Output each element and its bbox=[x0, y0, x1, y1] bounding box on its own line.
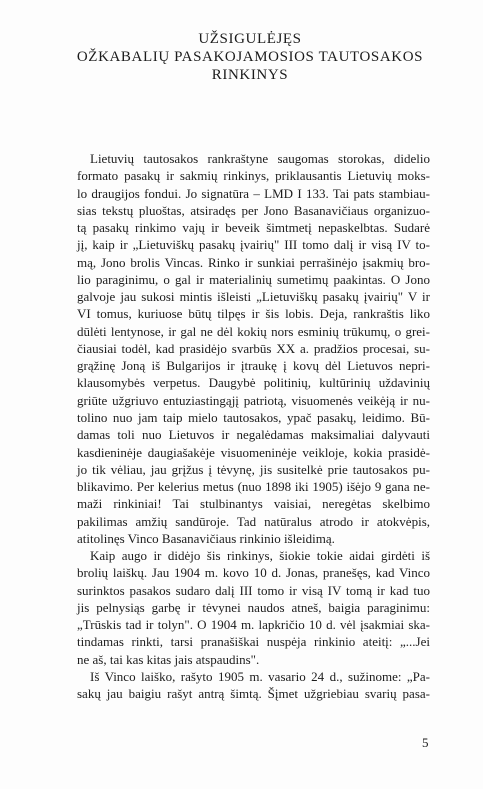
title-line-1: UŽSIGULĖJĘS bbox=[198, 31, 302, 47]
text-line: pakilimas amžių sandūroje. Tad natūralus atrodo ir atokvėpis, bbox=[77, 513, 430, 529]
text-line: grąžinę Joną iš Bulgarijos ir įtraukę į kovų dėl Lietuvos nepri- bbox=[77, 358, 430, 374]
text-line: tą pasakų rinkimo vajų ir beveik šimtmetį nepaskelbtas. Sudarė bbox=[77, 220, 430, 236]
text-line: Lietuvių tautosakos rankraštyne saugomas storokas, didelio bbox=[90, 151, 430, 166]
text-line: damas toli nuo Lietuvos ir negalėdamas maksimaliai dalyvauti bbox=[77, 427, 430, 443]
text-line: maži rinkiniai! Tai stulbinantys vaisiai, neregėtas skelbimo bbox=[77, 496, 430, 512]
text-line: jį, kaip ir „Lietuviškų pasakų įvairių" III tomo dalį ir visą IV to- bbox=[77, 237, 430, 253]
text-line: brolių laiškų. Jau 1904 m. kovo 10 d. Jonas, pranešęs, kad Vinco bbox=[77, 565, 430, 581]
chapter-title bbox=[60, 30, 440, 84]
page-number: 5 bbox=[422, 735, 429, 750]
text-line: lio paraginimu, o gal ir materialinių sumetimų paakintas. O Jono bbox=[77, 271, 430, 287]
text-line: dūlėti lentynose, ir gal ne dėl kokių nors esminių trūkumų, o grei- bbox=[77, 323, 430, 339]
title-line-2: OŽKABALIŲ PASAKOJAMOSIOS TAUTOSAKOS bbox=[76, 49, 424, 65]
text-line: lo draugijos fondui. Jo signatūra – LMD I 133. Tai pats stambiau- bbox=[77, 185, 430, 201]
text-line: blikavimo. Per kelerius metus (nuo 1898 iki 1905) išėjo 9 gana ne- bbox=[77, 479, 430, 495]
text-line: sakų jau baigiu rašyt antrą šimtą. Šįmet užgriebiau svarių pasa- bbox=[77, 686, 430, 702]
text-line: Kaip augo ir didėjo šis rinkinys, šiokie tokie aidai girdėti iš bbox=[90, 548, 430, 564]
body-text bbox=[77, 150, 430, 703]
text-line: klausomybės verpetus. Daugybė politinių, kultūrinių uždavinių bbox=[77, 375, 430, 391]
text-line: „Trūskis tad ir tolyn". O 1904 m. lapkričio 10 d. vėl įsakmiai ska- bbox=[77, 617, 430, 633]
text-line: surinktos pasakos sudaro dalį III tomo ir visą IV tomą ir kad tuo bbox=[77, 582, 430, 598]
text-line: Iš Vinco laiško, rašyto 1905 m. vasario 24 d., sužinome: „Pa- bbox=[90, 668, 430, 684]
text-line: jis pelnysiąs garbę ir tėvynei naudos atneš, baigia paraginimu: bbox=[77, 599, 430, 615]
text-line: kasdieninėje daugiašakėje visuomeninėje veikloje, kokia prasidė- bbox=[77, 444, 430, 460]
text-line: sias tekstų pluoštas, atsiradęs per Jono Basanavičiaus organizuo- bbox=[77, 202, 430, 218]
text-line: ne aš, tai kas kitas jais atspaudins". bbox=[77, 651, 260, 667]
text-line: formato pasakų ir sakmių rinkinys, priklausantis Lietuvių moks- bbox=[77, 168, 430, 184]
text-line: VI tomus, kuriuose būtų tilpęs ir šis lobis. Deja, rankraštis liko bbox=[77, 306, 430, 322]
text-line: atitolinęs Vinco Basanavičiaus rinkinio išleidimą. bbox=[77, 530, 335, 546]
text-line: mą, Jono brolis Vincas. Rinko ir sunkiai perrašinėjo įsakmių bro- bbox=[77, 254, 430, 270]
text-line: čiausiai todėl, kad prasidėjo svarbūs XX a. pradžios procesai, su- bbox=[77, 340, 430, 356]
title-line-3: RINKINYS bbox=[211, 67, 289, 83]
text-line: tolino nuo jam taip mielo tautosakos, ypač pasakų, leidimo. Bū- bbox=[77, 409, 430, 425]
text-line: galvoje jau sukosi mintis išleisti „Lietuviškų pasakų įvairių" V ir bbox=[77, 289, 430, 305]
text-line: jo tik vėliau, jau grįžus į tėvynę, jis susitelkė prie tautosakos pu- bbox=[77, 461, 430, 477]
text-line: griūte užgriuvo entuziastingąjį patriotą, visuomenės veikėją ir nu- bbox=[77, 392, 430, 408]
text-line: tindamas rinkti, tarsi pranašiškai nuspėja rinkinio ateitį: „...Jei bbox=[77, 634, 430, 650]
